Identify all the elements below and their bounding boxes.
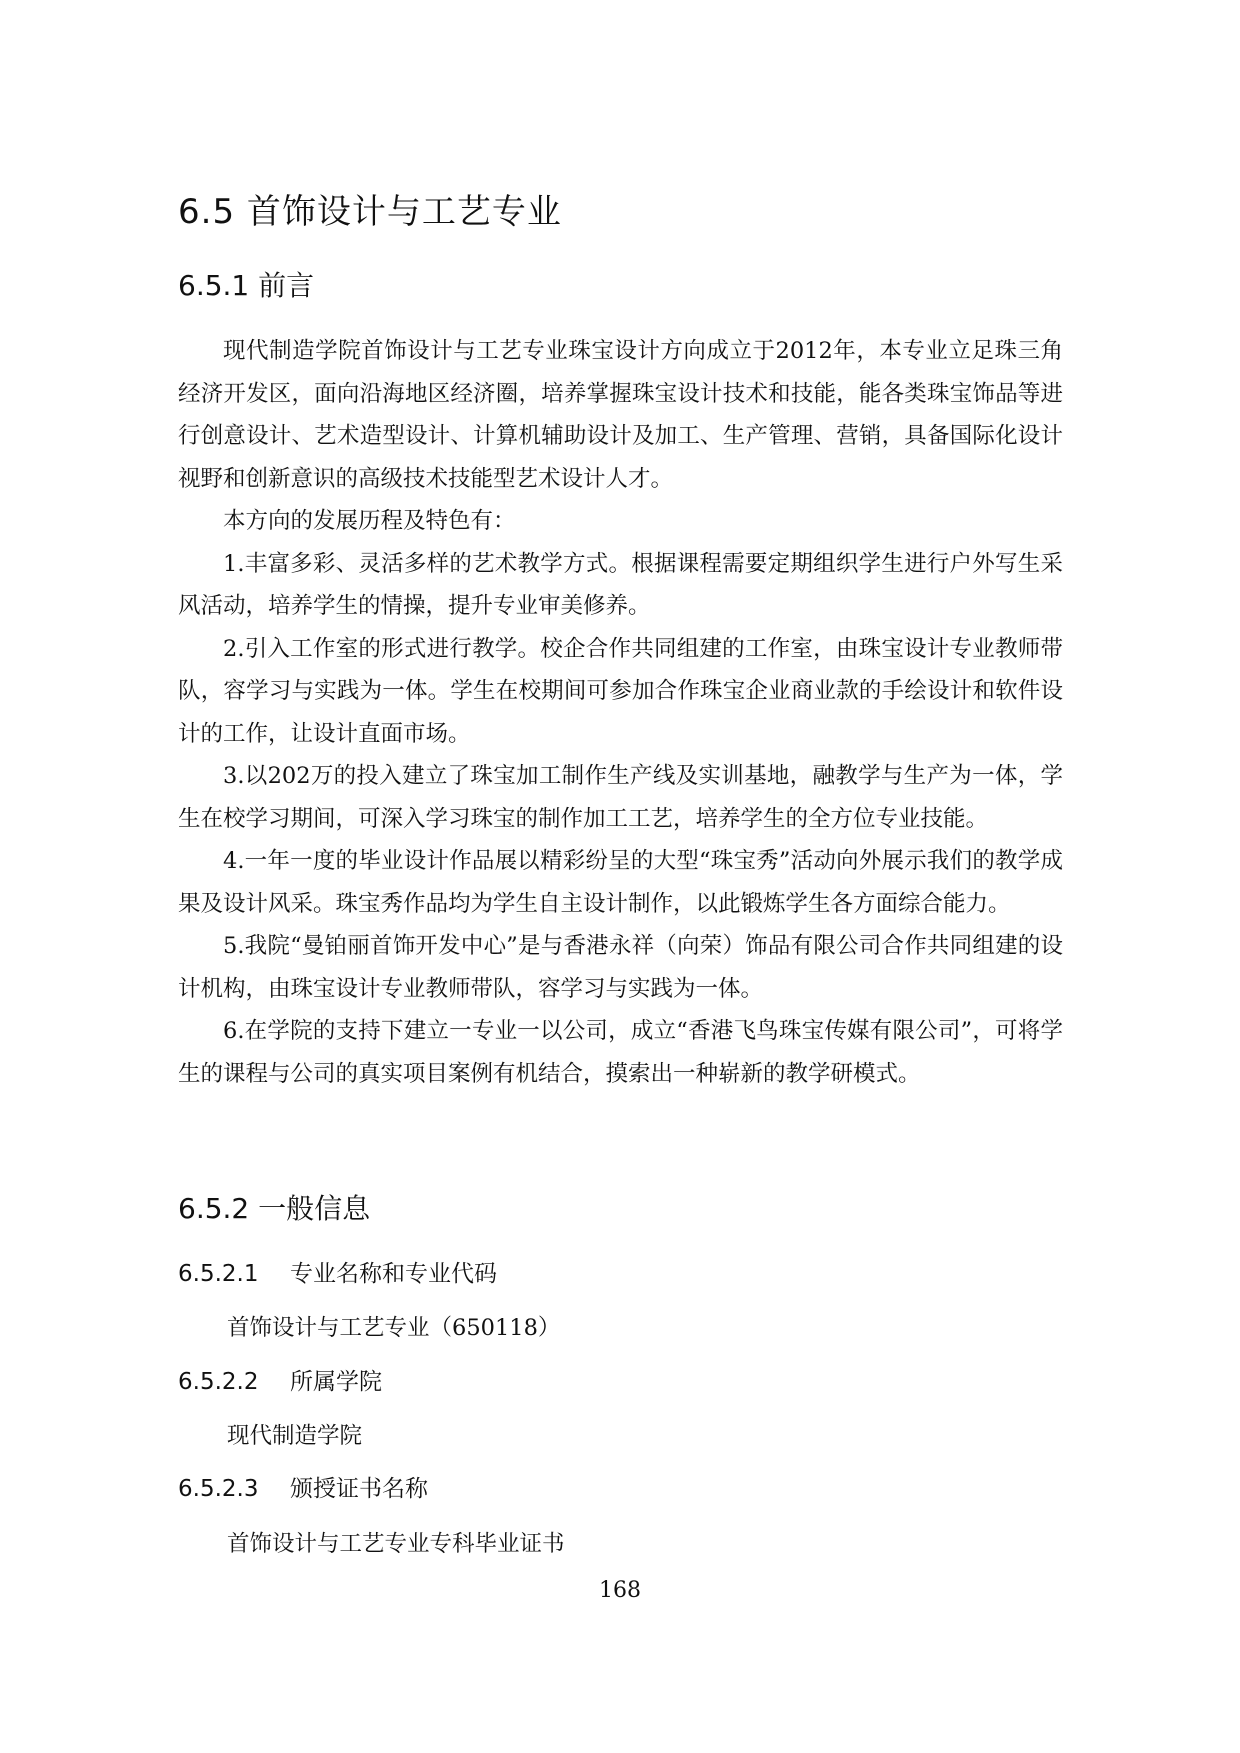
major-name-value: 首饰设计与工艺专业（650118） bbox=[227, 1315, 561, 1341]
subsection-number: 6.5.2.3 bbox=[178, 1476, 259, 1502]
college-value: 现代制造学院 bbox=[227, 1423, 363, 1449]
preface-heading: 6.5.1 前言 bbox=[178, 269, 315, 302]
subsection-heading bbox=[178, 1470, 428, 1503]
preface-body bbox=[178, 330, 1063, 1095]
subsection-label: 所属学院 bbox=[290, 1369, 382, 1395]
feature-item: 2.引入工作室的形式进行教学。校企合作共同组建的工作室，由珠宝设计专业教师带队，容学习与实践为一体。学生在校期间可参加合作珠宝企业商业款的手绘设计和软件设计的工作，让设计直面市场。 bbox=[178, 635, 1063, 747]
preface-paragraph: 本方向的发展历程及特色有： bbox=[223, 508, 516, 534]
section-title: 6.5 首饰设计与工艺专业 bbox=[178, 192, 562, 232]
general-info-heading: 6.5.2 一般信息 bbox=[178, 1192, 371, 1225]
feature-item: 1.丰富多彩、灵活多样的艺术教学方式。根据课程需要定期组织学生进行户外写生采风活动，培养学生的情操，提升专业审美修养。 bbox=[178, 550, 1063, 619]
feature-item: 6.在学院的支持下建立一专业一以公司，成立“香港飞鸟珠宝传媒有限公司”，可将学生的课程与公司的真实项目案例有机结合，摸索出一种崭新的教学研模式。 bbox=[178, 1018, 1063, 1087]
subsection-heading bbox=[178, 1363, 382, 1396]
feature-item: 4.一年一度的毕业设计作品展以精彩纷呈的大型“珠宝秀”活动向外展示我们的教学成果及设计风采。珠宝秀作品均为学生自主设计制作，以此锻炼学生各方面综合能力。 bbox=[178, 848, 1063, 917]
subsection-number: 6.5.2.1 bbox=[178, 1261, 259, 1287]
feature-item: 3.以202万的投入建立了珠宝加工制作生产线及实训基地，融教学与生产为一体，学生在校学习期间，可深入学习珠宝的制作加工工艺，培养学生的全方位专业技能。 bbox=[178, 763, 1063, 832]
preface-paragraph: 现代制造学院首饰设计与工艺专业珠宝设计方向成立于2012年，本专业立足珠三角经济开发区，面向沿海地区经济圈，培养掌握珠宝设计技术和技能，能各类珠宝饰品等进行创意设计、艺术造型设计、计算机辅助设计及加工、生产管理、营销，具备国际化设计视野和创新意识的高级技术技能型艺术设计人才。 bbox=[178, 338, 1063, 492]
page-number: 168 bbox=[599, 1578, 641, 1603]
certificate-value: 首饰设计与工艺专业专科毕业证书 bbox=[227, 1531, 565, 1557]
feature-item: 5.我院“曼铂丽首饰开发中心”是与香港永祥（向荣）饰品有限公司合作共同组建的设计机构，由珠宝设计专业教师带队，容学习与实践为一体。 bbox=[178, 933, 1063, 1002]
subsection-label: 颁授证书名称 bbox=[290, 1476, 428, 1502]
subsection-number: 6.5.2.2 bbox=[178, 1369, 259, 1395]
subsection-heading bbox=[178, 1255, 497, 1288]
subsection-label: 专业名称和专业代码 bbox=[290, 1261, 497, 1287]
